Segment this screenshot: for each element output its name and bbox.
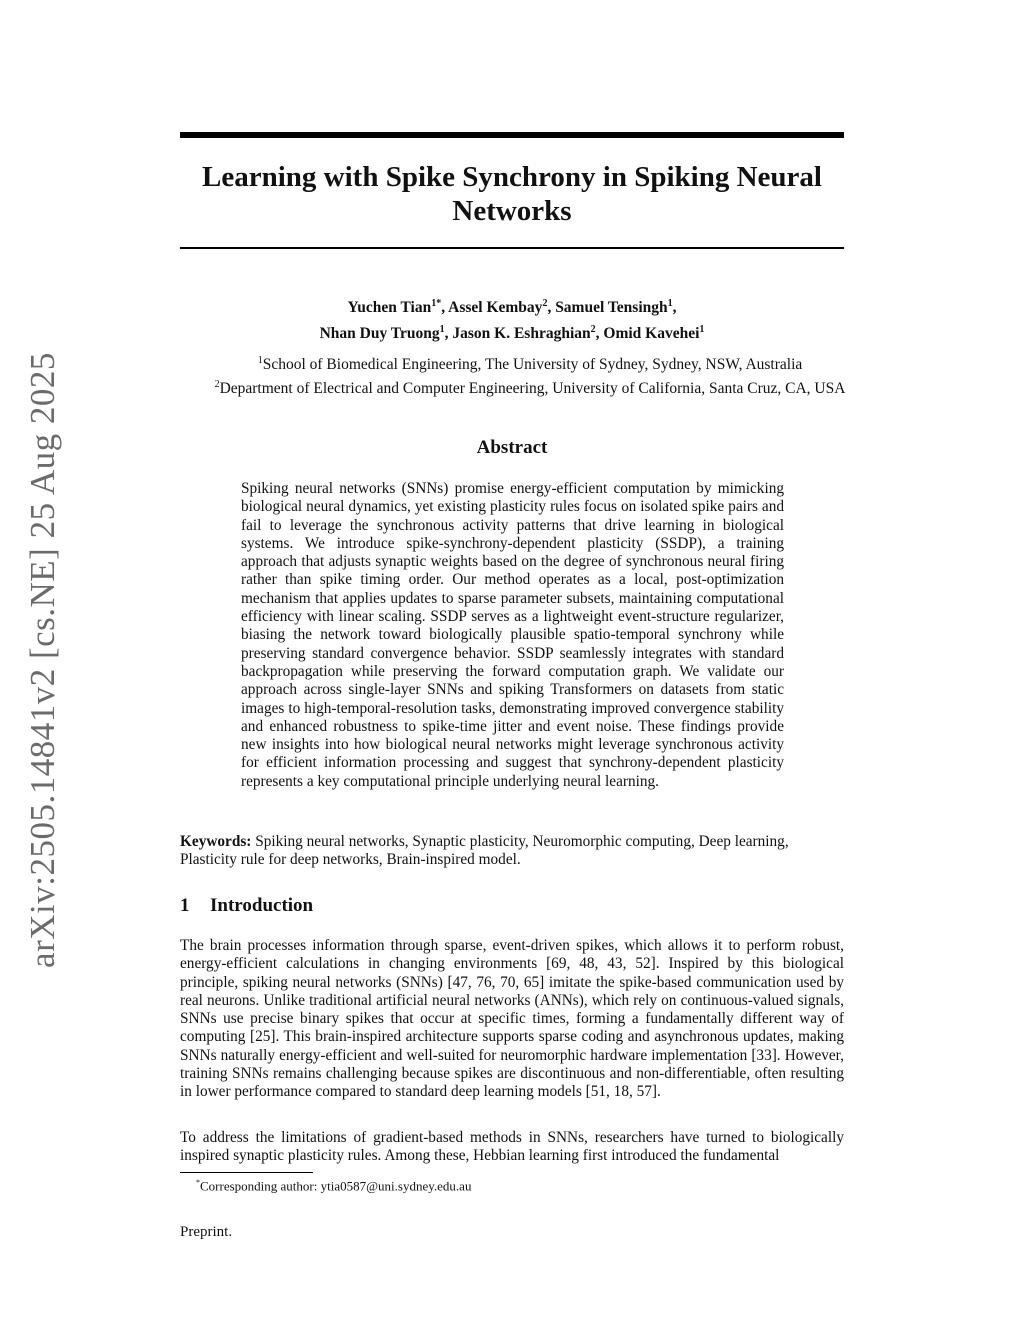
keywords-paragraph <box>180 833 844 870</box>
intro-paragraph: The brain processes information through sparse, event-driven spikes, which allows it to perform robust, energy-efficient calculations in changing environments [69, 48, 43, 52]. Inspired by this biological principle, spiking neural networks (SNNs) [47, 76, 70, 65] imitate the spike-based communication used by real neurons. Unlike traditional artificial neural networks (ANNs), which rely on continuous-valued signals, SNNs use precise binary spikes that occur at specific times, forming a fundamentally different way of computing [25]. This brain-inspired architecture supports sparse coding and asynchronous updates, making SNNs naturally energy-efficient and well-suited for neuromorphic hardware implementation [33]. However, training SNNs remains challenging because spikes are discontinuous and non-differentiable, often resulting in lower performance compared to standard deep learning models [51, 18, 57]. <box>180 937 844 1101</box>
author-affiliation-mark: 2 <box>542 298 548 309</box>
affiliation-number: 1 <box>257 355 263 366</box>
affiliation-line <box>130 375 930 399</box>
footnote-text: Corresponding author: ytia0587@uni.sydney.edu.au <box>200 1178 472 1194</box>
footnote-rule <box>180 1172 313 1173</box>
affiliation-line <box>130 351 930 375</box>
author-list <box>180 293 844 345</box>
author-name: Samuel Tensingh <box>555 299 668 317</box>
section-title: Introduction <box>210 895 314 916</box>
corresponding-author-mark: * <box>436 298 442 309</box>
author-affiliation-mark: 1 <box>699 324 705 336</box>
title-bottom-rule <box>180 247 844 249</box>
footnote-mark: * <box>196 1178 200 1187</box>
affiliation-number: 2 <box>214 379 220 391</box>
keywords-text: Spiking neural networks, Synaptic plasticity, Neuromorphic computing, Deep learning, Plasticity rule for deep networks, Brain-inspired model. <box>180 833 789 869</box>
author-line-2: Nhan Duy Truong$^1$, Jason K. Eshraghian$^2$, Omid Kavehei$^1$ <box>319 324 705 343</box>
affiliation-text: School of Biomedical Engineering, The University of Sydney, Sydney, NSW, Australia <box>262 356 803 374</box>
intro-paragraph: To address the limitations of gradient-based methods in SNNs, researchers have turned to biologically inspired synaptic plasticity rules. Among these, Hebbian learning first introduced the fundamental <box>180 1129 844 1165</box>
author-name: Yuchen Tian <box>347 299 432 317</box>
title-top-rule <box>180 132 844 138</box>
author-name: Jason K. Eshraghian <box>452 325 591 343</box>
paper-title: Learning with Spike Synchrony in Spiking Neural Networks <box>202 161 822 227</box>
arxiv-identifier-stamp: arXiv:2505.14841v2 [cs.NE] 25 Aug 2025 <box>23 352 62 968</box>
affiliation-text: Department of Electrical and Computer Engineering, University of California, Santa Cruz, CA, USA <box>219 380 846 398</box>
author-name: Omid Kavehei <box>603 325 700 343</box>
author-name: Assel Kembay <box>448 299 543 317</box>
abstract-heading: Abstract <box>476 437 548 458</box>
keywords-label: Keywords: <box>180 833 252 850</box>
author-affiliation-mark: 2 <box>590 324 596 336</box>
section-number: 1 <box>180 895 190 916</box>
abstract-body: Spiking neural networks (SNNs) promise energy-efficient computation by mimicking biological neural dynamics, yet existing plasticity rules focus on isolated spike pairs and fail to leverage the synchronous activity patterns that drive learning in biological systems. We introduce spike-synchrony-dependent plasticity (SSDP), a training approach that adjusts synaptic weights based on the degree of synchronous neural firing rather than spike timing order. Our method operates as a local, post-optimization mechanism that applies updates to sparse parameter subsets, maintaining computational efficiency with linear scaling. SSDP serves as a lightweight event-structure regularizer, biasing the network toward biologically plausible spatio-temporal synchrony while preserving standard convergence behavior. SSDP seamlessly integrates with standard backpropagation while preserving the forward computation graph. We validate our approach across single-layer SNNs and spiking Transformers on datasets from static images to high-temporal-resolution tasks, demonstrating improved convergence stability and enhanced robustness to spike-time jitter and event noise. These findings provide new insights into how biological neural networks might leverage synchronous activity for efficient information processing and suggest that synchrony-dependent plasticity represents a key computational principle underlying neural learning. <box>241 480 784 790</box>
footnote <box>196 1178 471 1194</box>
author-affiliation-mark: 1 <box>431 298 437 309</box>
affiliation-list <box>130 351 930 399</box>
author-line-1: Yuchen Tian$^{1*}$, Assel Kembay$^2$, Samuel Tensingh$^1$, <box>347 298 677 317</box>
preprint-label: Preprint. <box>180 1224 233 1240</box>
author-name: Nhan Duy Truong <box>319 325 440 343</box>
section-heading-introduction <box>180 895 313 917</box>
author-affiliation-mark: 1 <box>439 324 445 336</box>
author-affiliation-mark: 1 <box>667 298 673 309</box>
